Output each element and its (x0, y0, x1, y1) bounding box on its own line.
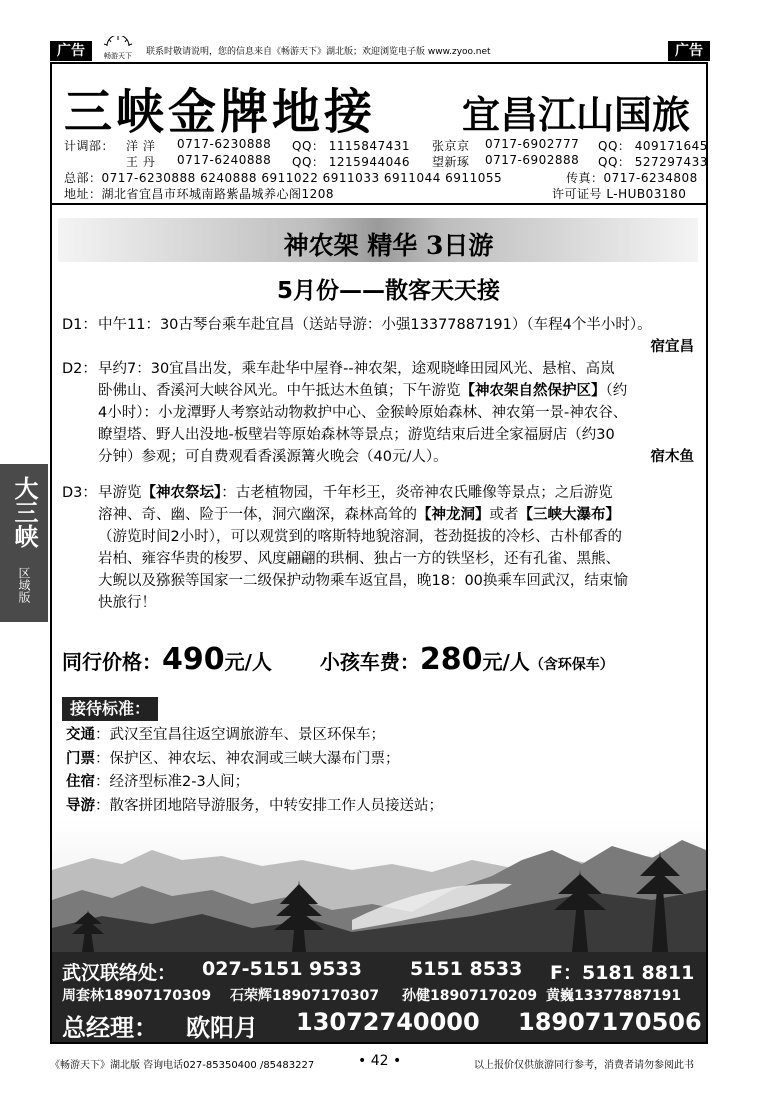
brand-title: 三峡金牌地接 (64, 84, 377, 140)
stay-yichang: 宿宜昌 (650, 339, 694, 355)
ad-tag-left: 广告 (50, 41, 92, 61)
contact-block: 武汉联络处： 027-5151 9533 5151 8533 F：5181 8811 周套林18907170309 石荣辉18907170307 孙健18907170209 黄巍13377887191 总经理： 欧阳月 13072740000 18907170506 (52, 952, 706, 1042)
page-number: • 42 • (358, 1053, 402, 1069)
price-line: 同行价格：490元/人 小孩车费：280元/人（含环保车） (62, 642, 614, 677)
child-price: 280 (419, 642, 483, 677)
side-tab-title: 大三峡 (10, 476, 39, 548)
footer-publication: 《畅游天下》湖北版 咨询电话027-85350400 /85483227 (50, 1060, 315, 1071)
itinerary-d2: D2：早约7：30宜昌出发，乘车赴华中屋脊--神农架，途观晓峰田园风光、悬棺、高岚 卧佛山、香溪河大峡谷风光。中午抵达木鱼镇；下午游览【神农架自然保护区】（约 4小时）：小龙潭野人考察站动物救护中心、金猴岭原始森林、神农第一景-神农谷、 瞭望塔、野人出没地-板壁岩等原始森林等景点；游览结束后进全家福厨店（约30 分钟）参观；可自费观看香溪源篝火晚会（40元/人）。 宿木鱼 (62, 358, 702, 468)
ad-tag-right: 广告 (668, 41, 710, 61)
stay-muyu: 宿木鱼 (650, 449, 694, 465)
standard-item: 导游：散客拼团地陪导游服务，中转安排工作人员接送站； (66, 797, 443, 814)
agency-name: 宜昌江山国旅 (462, 92, 691, 137)
standard-item: 门票：保护区、神农坛、神农洞或三峡大瀑布门票； (66, 750, 400, 767)
header-divider (50, 203, 708, 205)
standard-item: 交通：武汉至宜昌往返空调旅游车、景区环保车； (66, 727, 385, 743)
dept-label: 计调部： (64, 139, 115, 153)
peer-price: 490 (162, 642, 225, 677)
mountain-scenery-image (52, 820, 706, 952)
standards-list (66, 724, 443, 818)
tour-subtitle: 5月份——散客天天接 (276, 278, 500, 304)
magazine-logo (101, 36, 135, 62)
tour-title: 神农架 精华 3日游 (283, 231, 494, 260)
side-tab-subtitle: 区域版 (17, 567, 31, 603)
magazine-logo-text: 畅游天下 (104, 52, 132, 60)
itinerary-d1: D1：中午11：30古琴台乘车赴宜昌（送站导游：小强13377887191）（车程4个半小时）。 宿宜昌 (62, 314, 702, 358)
region-side-tab (0, 464, 48, 622)
footer-disclaimer: 以上报价仅供旅游同行参考，消费者请勿参阅此书 (474, 1060, 694, 1071)
standards-heading: 接待标准： (62, 697, 158, 721)
top-note: 联系时敬请说明，您的信息来自《畅游天下》湖北版；欢迎浏览电子版 www.zyoo.net (146, 47, 491, 57)
itinerary-d3: D3：早游览【神农祭坛】：古老植物园，千年杉王，炎帝神农氏雕像等景点；之后游览 溶神、奇、幽、险于一体，洞穴幽深，森林高耸的【神龙洞】或者【三峡大瀑布】 （游览时间2小时），可以观赏到的喀斯特地貌溶洞，苍劲挺拔的冷杉、古朴郁香的 岩柏、雍容华贵的梭罗、风度翩翩的珙桐、独占一方的铁坚杉，还有孔雀、黑熊、 大鲵以及猕猴等国家一二级保护动物乘车返宜昌，晚18：00换乘车回武汉，结束愉 快旅行！ (62, 485, 628, 611)
standard-item: 住宿：经济型标准2-3人间； (66, 774, 250, 790)
